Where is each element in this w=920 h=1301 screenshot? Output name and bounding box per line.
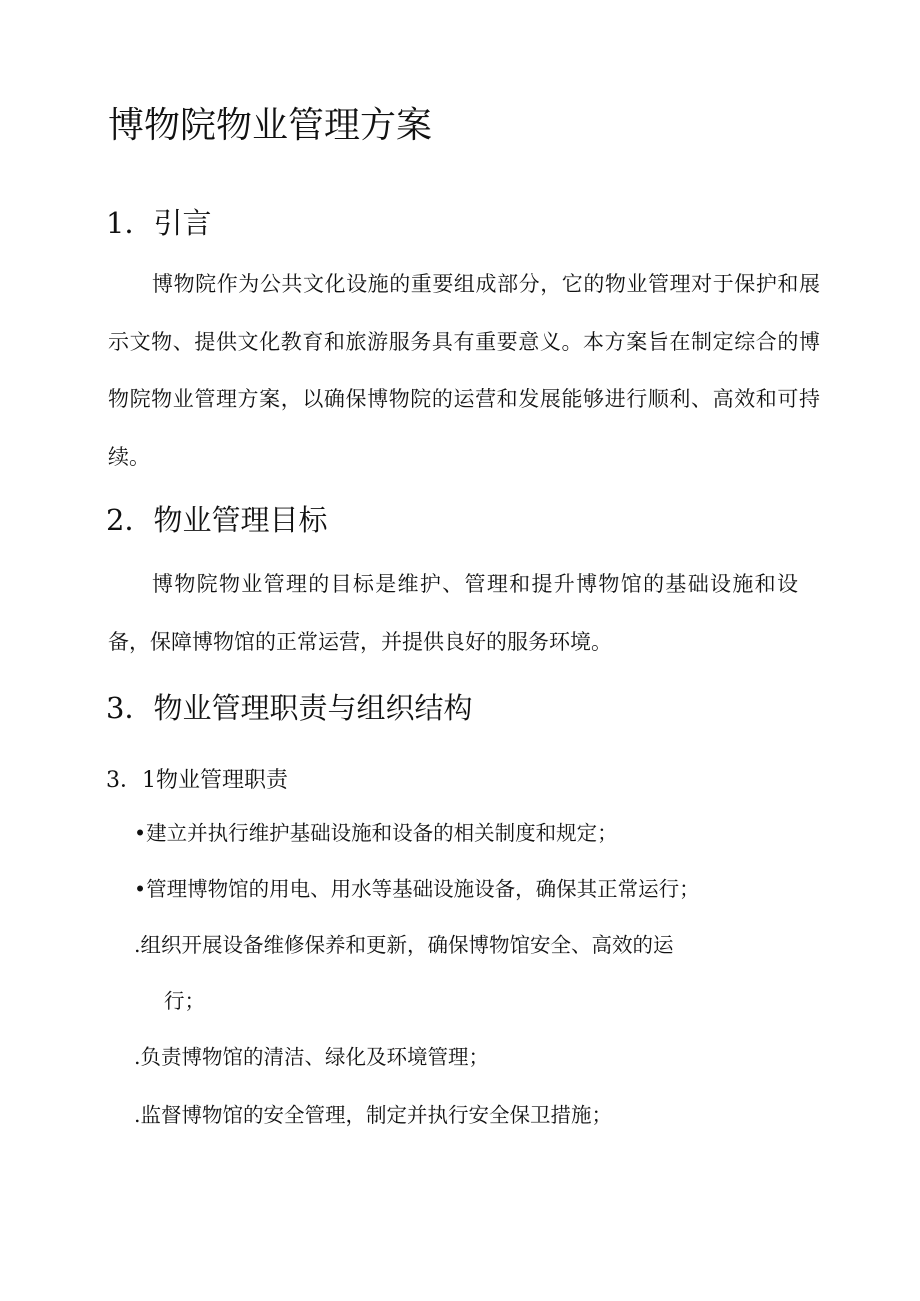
section-heading-goals: 2．物业管理目标 xyxy=(106,503,328,537)
list-item: •建立并执行维护基础设施和设备的相关制度和规定； xyxy=(134,821,618,845)
subsection-heading-responsibilities: 3．1物业管理职责 xyxy=(106,768,288,793)
list-item: .组织开展设备维修保养和更新，确保博物馆安全、高效的运 xyxy=(134,933,674,957)
list-item: .监督博物馆的安全管理，制定并执行安全保卫措施； xyxy=(134,1103,613,1127)
section-paragraph-goals: 博物院物业管理的目标是维护、管理和提升博物馆的基础设施和设备，保障博物馆的正常运营，并提供良好的服务环境。 xyxy=(108,572,798,654)
section-paragraph-introduction: 博物院作为公共文化设施的重要组成部分，它的物业管理对于保护和展示文物、提供文化教育和旅游服务具有重要意义。本方案旨在制定综合的博物院物业管理方案，以确保博物院的运营和发展能够进行顺利、高效和可持续。 xyxy=(108,272,820,469)
section-heading-introduction: 1．引言 xyxy=(106,206,212,240)
list-item: .负责博物馆的清洁、绿化及环境管理； xyxy=(134,1045,490,1069)
list-item-continuation: 行； xyxy=(164,989,205,1013)
document-title: 博物院物业管理方案 xyxy=(108,105,433,146)
section-heading-responsibilities: 3．物业管理职责与组织结构 xyxy=(106,691,473,725)
list-item: •管理博物馆的用电、用水等基础设施设备，确保其正常运行； xyxy=(134,877,700,901)
